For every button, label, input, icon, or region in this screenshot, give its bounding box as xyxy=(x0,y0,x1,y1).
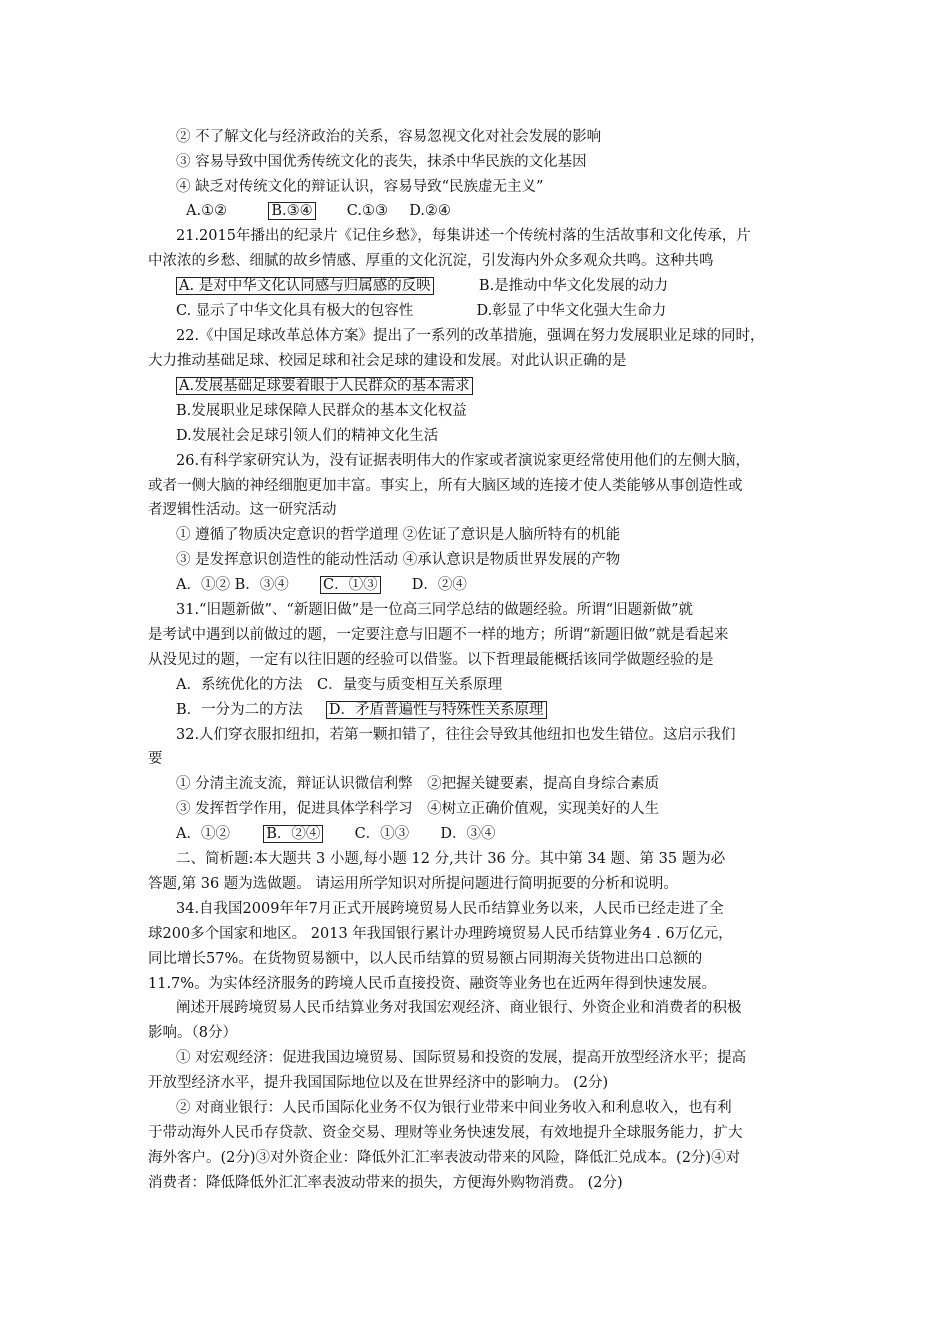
q20-option-d: D.②④ xyxy=(409,203,451,219)
q20-option-b-answer: B.③④ xyxy=(268,202,315,220)
q21-options-row-2 xyxy=(176,301,856,321)
section2-heading-line-2: 答题,第 36 题为选做题。 请运用所学知识对所提问题进行简明扼要的分析和说明。 xyxy=(148,876,678,892)
q21-stem-line-1: 21.2015年播出的纪录片《记住乡愁》，每集讲述一个传统村落的生活故事和文化传承，片 xyxy=(176,228,751,244)
q34-question-line-1: 阐述开展跨境贸易人民币结算业务对我国宏观经济、商业银行、外资企业和消费者的积极 xyxy=(176,1000,742,1016)
q32-option-b-answer: B．②④ xyxy=(263,825,323,843)
q34-answer-line-1: ① 对宏观经济：促进我国边境贸易、国际贸易和投资的发展，提高开放型经济水平；提高 xyxy=(176,1050,747,1066)
q21-option-a-answer: A. 是对中华文化认同感与归属感的反映 xyxy=(176,277,434,295)
q32-option-a: A．①② xyxy=(176,826,230,842)
q34-answer-line-5: 海外客户。(2分)③对外资企业：降低外汇汇率表波动带来的风险，降低汇兑成本。(2分)④对 xyxy=(148,1150,741,1166)
q22-options-row-a xyxy=(176,376,856,396)
q26-option-c-answer: C．①③ xyxy=(320,576,381,594)
q32-options xyxy=(176,824,856,844)
q34-question-line-2: 影响。（8分） xyxy=(148,1025,237,1041)
q32-stem-line-2: 要 xyxy=(148,751,163,767)
q20-options xyxy=(186,201,866,221)
q21-stem-line-2: 中浓浓的乡愁、细腻的故乡情感、厚重的文化沉淀，引发海内外众多观众共鸣。这种共鸣 xyxy=(148,253,714,269)
q20-statement-3: ③ 容易导致中国优秀传统文化的丧失，抹杀中华民族的文化基因 xyxy=(176,154,587,170)
q32-option-d: D．③④ xyxy=(440,826,496,842)
q22-option-a-answer: A.发展基础足球要着眼于人民群众的基本需求 xyxy=(176,377,473,395)
q21-option-d: D.彰显了中华文化强大生命力 xyxy=(476,303,667,319)
q32-option-c: C．①③ xyxy=(354,826,410,842)
q34-answer-line-4: 于带动海外人民币存贷款、资金交易、理财等业务快速发展，有效地提升全球服务能力，扩大 xyxy=(148,1125,743,1141)
section2-heading-line-1: 二、简析题:本大题共 3 小题,每小题 12 分,共计 36 分。其中第 34 题、第 35 题为必 xyxy=(176,851,726,867)
q34-stem-line-1: 34.自我国2009年年7月正式开展跨境贸易人民币结算业务以来，人民币已经走进了全 xyxy=(176,901,724,917)
q34-answer-line-6: 消费者：降低降低外汇汇率表波动带来的损失，方便海外购物消费。 (2分) xyxy=(148,1175,623,1191)
q26-option-d: D．②④ xyxy=(411,577,467,593)
q32-statements-2: ③ 发挥哲学作用，促进具体学科学习 ④树立正确价值观，实现美好的人生 xyxy=(176,801,660,817)
q20-statement-2: ② 不了解文化与经济政治的关系，容易忽视文化对社会发展的影响 xyxy=(176,129,602,145)
q31-stem-line-3: 从没见过的题，一定有以往旧题的经验可以借鉴。以下哲理最能概括该同学做题经验的是 xyxy=(148,652,714,668)
q21-options-row-1 xyxy=(176,276,856,296)
q31-option-b: B．一分为二的方法 xyxy=(176,702,303,718)
q31-stem-line-2: 是考试中遇到以前做过的题，一定要注意与旧题不一样的地方；所谓“新题旧做”就是看起来 xyxy=(148,627,729,643)
q34-answer-line-3: ② 对商业银行：人民币国际化业务不仅为银行业带来中间业务收入和利息收入，也有利 xyxy=(176,1100,732,1116)
q21-option-c: C. 显示了中华文化具有极大的包容性 xyxy=(176,303,414,319)
q26-statements-1: ① 遵循了物质决定意识的哲学道理 ②佐证了意识是人脑所特有的机能 xyxy=(176,527,621,543)
q26-option-a-b: A．①② B．③④ xyxy=(176,577,289,593)
q34-answer-line-2: 开放型经济水平，提升我国国际地位以及在世界经济中的影响力。 (2分) xyxy=(148,1075,609,1091)
q21-option-b: B.是推动中华文化发展的动力 xyxy=(478,278,669,294)
q31-option-d-answer: D．矛盾普遍性与特殊性关系原理 xyxy=(326,701,547,719)
q31-options-row-2 xyxy=(176,700,856,720)
q34-stem-line-2: 球200多个国家和地区。 2013 年我国银行累计办理跨境贸易人民币结算业务4 . 6万亿元， xyxy=(148,926,733,942)
q20-option-c: C.①③ xyxy=(346,203,388,219)
q31-stem-line-1: 31.“旧题新做”、“新题旧做”是一位高三同学总结的做题经验。所谓“旧题新做”就 xyxy=(176,602,694,618)
q20-option-a: A.①② xyxy=(186,203,228,219)
q22-stem-line-2: 大力推动基础足球、校园足球和社会足球的建设和发展。对此认识正确的是 xyxy=(148,353,627,369)
q34-stem-line-4: 11.7%。为实体经济服务的跨境人民币直接投资、融资等业务也在近两年得到快速发展。 xyxy=(148,976,717,992)
q26-stem-line-1: 26.有科学家研究认为，没有证据表明伟大的作家或者演说家更经常使用他们的左侧大脑， xyxy=(176,453,751,469)
q34-stem-line-3: 同比增长57%。在货物贸易额中，以人民币结算的贸易额占同期海关货物进出口总额的 xyxy=(148,951,703,967)
q22-option-d: D.发展社会足球引领人们的精神文化生活 xyxy=(176,428,439,444)
q26-stem-line-3: 者逻辑性活动。这一研究活动 xyxy=(148,502,337,518)
q26-stem-line-2: 或者一侧大脑的神经细胞更加丰富。事实上，所有大脑区域的连接才使人类能够从事创造性或 xyxy=(148,478,743,494)
q20-statement-4: ④ 缺乏对传统文化的辩证认识，容易导致“民族虚无主义” xyxy=(176,179,544,195)
q31-options-row-1: A．系统优化的方法 C．量变与质变相互关系原理 xyxy=(176,677,503,693)
q26-statements-2: ③ 是发挥意识创造性的能动性活动 ④承认意识是物质世界发展的产物 xyxy=(176,552,621,568)
q32-statements-1: ① 分清主流支流，辩证认识微信利弊 ②把握关键要素，提高自身综合素质 xyxy=(176,776,660,792)
q32-stem-line-1: 32.人们穿衣服扣纽扣，若第一颗扣错了，往往会导致其他纽扣也发生错位。这启示我们 xyxy=(176,727,736,743)
q22-option-b: B.发展职业足球保障人民群众的基本文化权益 xyxy=(176,403,467,419)
q22-stem-line-1: 22.《中国足球改革总体方案》提出了一系列的改革措施，强调在努力发展职业足球的同时， xyxy=(176,328,765,344)
q26-options xyxy=(176,575,856,595)
